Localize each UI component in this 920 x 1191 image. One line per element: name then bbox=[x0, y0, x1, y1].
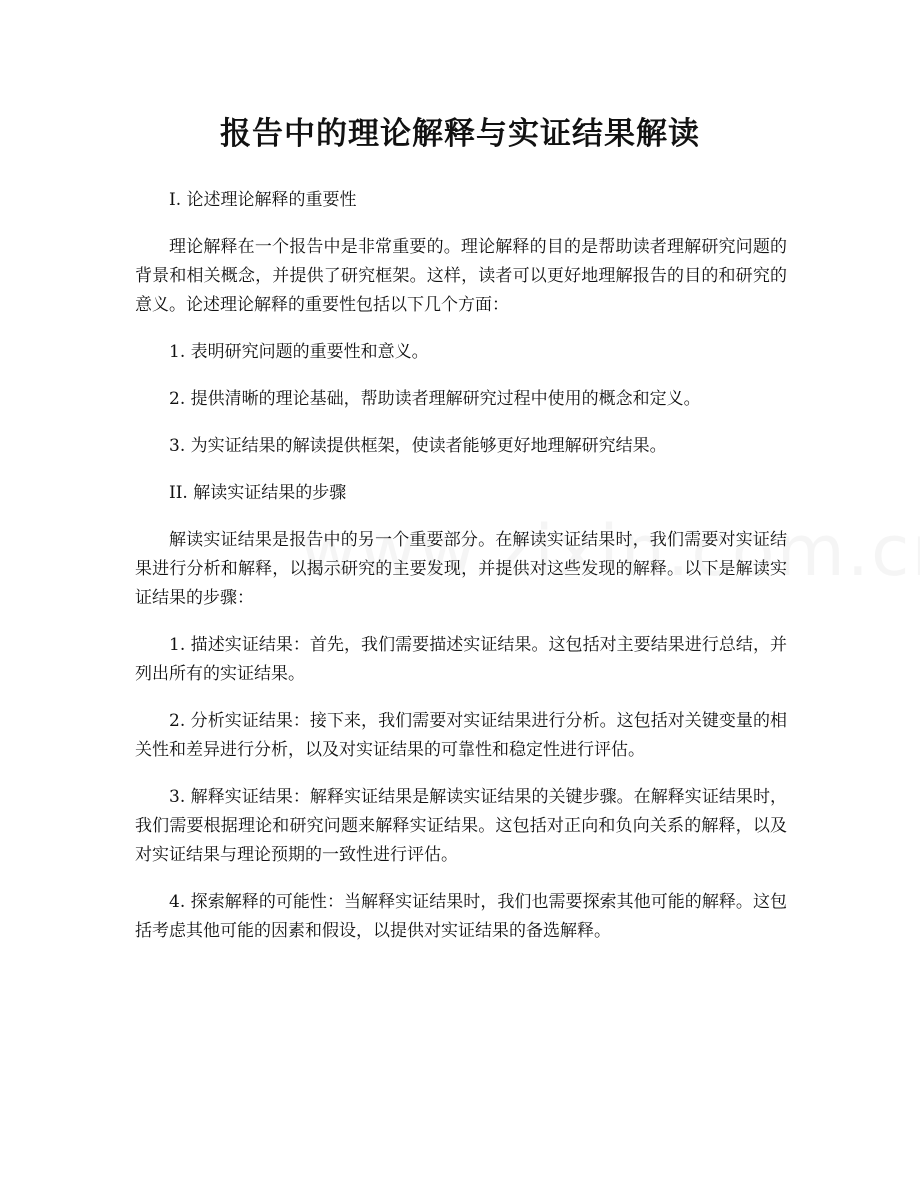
list-item: 3. 解释实证结果：解释实证结果是解读实证结果的关键步骤。在解释实证结果时，我们需要根据理论和研究问题来解释实证结果。这包括对正向和负向关系的解释，以及对实证结果与理论预期的一致性进行评估。 bbox=[135, 787, 787, 865]
list-item: 4. 探索解释的可能性：当解释实证结果时，我们也需要探索其他可能的解释。这包括考虑其他可能的因素和假设，以提供对实证结果的备选解释。 bbox=[135, 892, 787, 941]
paragraph: 理论解释在一个报告中是非常重要的。理论解释的目的是帮助读者理解研究问题的背景和相关概念，并提供了研究框架。这样，读者可以更好地理解报告的目的和研究的意义。论述理论解释的重要性包括以下几个方面： bbox=[135, 237, 787, 315]
list-item: 1. 表明研究问题的重要性和意义。 bbox=[169, 342, 429, 362]
list-item: 2. 提供清晰的理论基础，帮助读者理解研究过程中使用的概念和定义。 bbox=[169, 389, 701, 409]
list-item: 3. 为实证结果的解读提供框架，使读者能够更好地理解研究结果。 bbox=[169, 436, 667, 456]
list-item: 2. 分析实证结果：接下来，我们需要对实证结果进行分析。这包括对关键变量的相关性和差异进行分析，以及对实证结果的可靠性和稳定性进行评估。 bbox=[135, 711, 787, 760]
paragraph: 解读实证结果是报告中的另一个重要部分。在解读实证结果时，我们需要对实证结果进行分析和解释，以揭示研究的主要发现，并提供对这些发现的解释。以下是解读实证结果的步骤： bbox=[135, 530, 787, 608]
list-item: 1. 描述实证结果：首先，我们需要描述实证结果。这包括对主要结果进行总结，并列出所有的实证结果。 bbox=[135, 635, 787, 684]
document-body bbox=[135, 186, 787, 964]
document-title: 报告中的理论解释与实证结果解读 bbox=[220, 116, 700, 152]
section-heading-1: I. 论述理论解释的重要性 bbox=[169, 190, 357, 210]
section-heading-2: II. 解读实证结果的步骤 bbox=[169, 483, 347, 503]
